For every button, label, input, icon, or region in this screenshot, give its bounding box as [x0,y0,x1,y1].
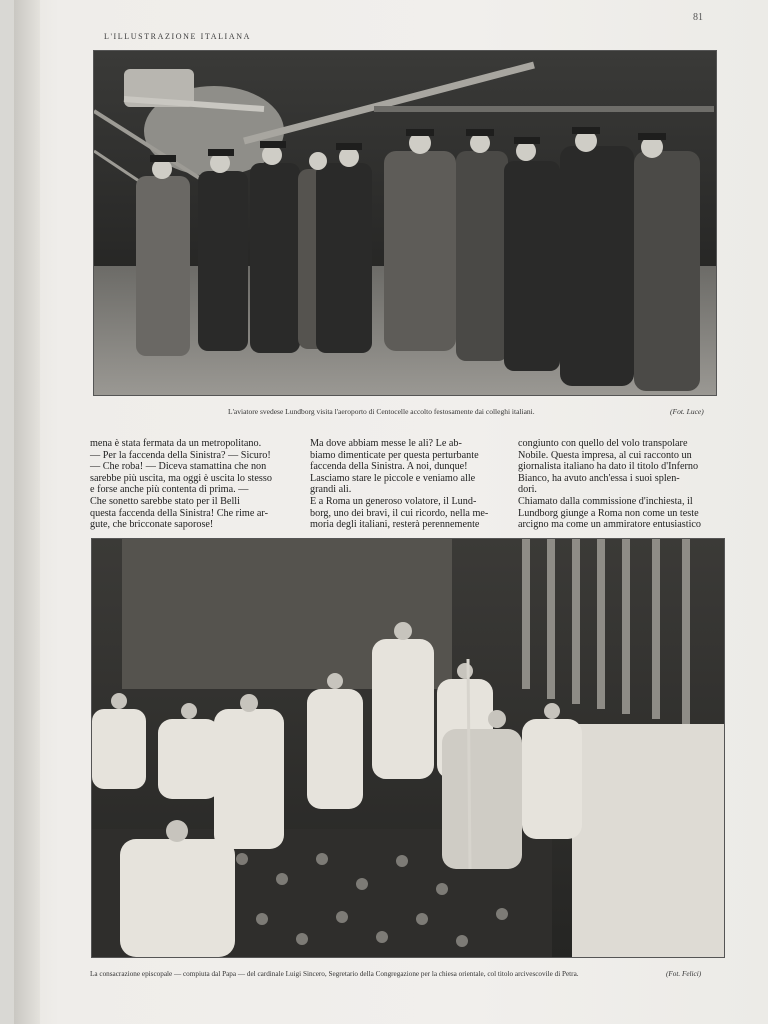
article-column-3 [518,438,726,531]
aviators-photo [93,50,717,396]
text-line: arcigno ma come un ammiratore entusiastico [518,519,702,531]
text-line: Che sonetto sarebbe stato per il Belli [90,495,240,507]
text-line: Ma dove abbiam messe le ali? Le ab- [310,438,462,449]
aviators-photo-credit: (Fot. Luce) [670,407,704,416]
text-line: — Che roba! — Diceva stamattina che non [90,461,267,473]
text-line: mena è stata fermata da un metropolitano. [90,438,262,449]
text-line: — Per la faccenda della Sinistra? — Sicuro! [90,449,271,461]
text-line: faccenda della Sinistra. A noi, dunque! [310,461,468,473]
running-title: L'ILLUSTRAZIONE ITALIANA [104,32,251,41]
text-line: gute, che bricconate saporose! [90,519,214,531]
text-line: sarebbe più uscita, ma oggi è uscita lo stesso [90,472,272,484]
text-line: e forse anche più contenta di prima. — [90,484,249,496]
text-line: giornalista italiano ha dato il titolo d'Inferno [518,461,699,473]
consecration-photo [91,538,725,958]
consecration-photo-caption: La consacrazione episcopale — compiuta dal Papa — del cardinale Luigi Sincero, Segretario della Congregazione per la chiesa orientale, col titolo arcivescovile di Petra. [90,970,579,978]
text-line: Lasciamo stare le piccole e veniamo alle [310,472,476,484]
consecration-photo-credit: (Fot. Felici) [666,970,702,978]
text-line: biamo dimenticate per questa perturbante [310,449,479,461]
text-line: Chiamato dalla commissione d'inchiesta, il [518,495,693,507]
text-line: Lundborg giunge a Roma non come un teste [518,507,699,519]
aviators-photo-caption: L'aviatore svedese Lundborg visita l'aeroporto di Centocelle accolto festosamente dai colleghi italiani. [228,407,535,416]
article-column-2 [310,438,510,531]
page-number: 81 [693,12,703,23]
text-line: grandi ali. [310,484,352,496]
text-line: questa faccenda della Sinistra! Che rime ar- [90,507,268,519]
text-line: congiunto con quello del volo transpolare [518,438,688,449]
text-line: borg, uno dei bravi, il cui ricordo, nella me- [310,507,489,519]
page-binding [14,0,40,1024]
text-line: E a Roma un generoso volatore, il Lund- [310,495,477,507]
text-line: Bianco, ha avuto anch'essa i suoi splen- [518,472,680,484]
article-column-1 [90,438,290,531]
text-line: moria degli italiani, resterà perennemente [310,519,480,531]
text-line: Nobile. Questa impresa, al cui racconto un [518,449,692,461]
text-line: dori. [518,484,537,496]
